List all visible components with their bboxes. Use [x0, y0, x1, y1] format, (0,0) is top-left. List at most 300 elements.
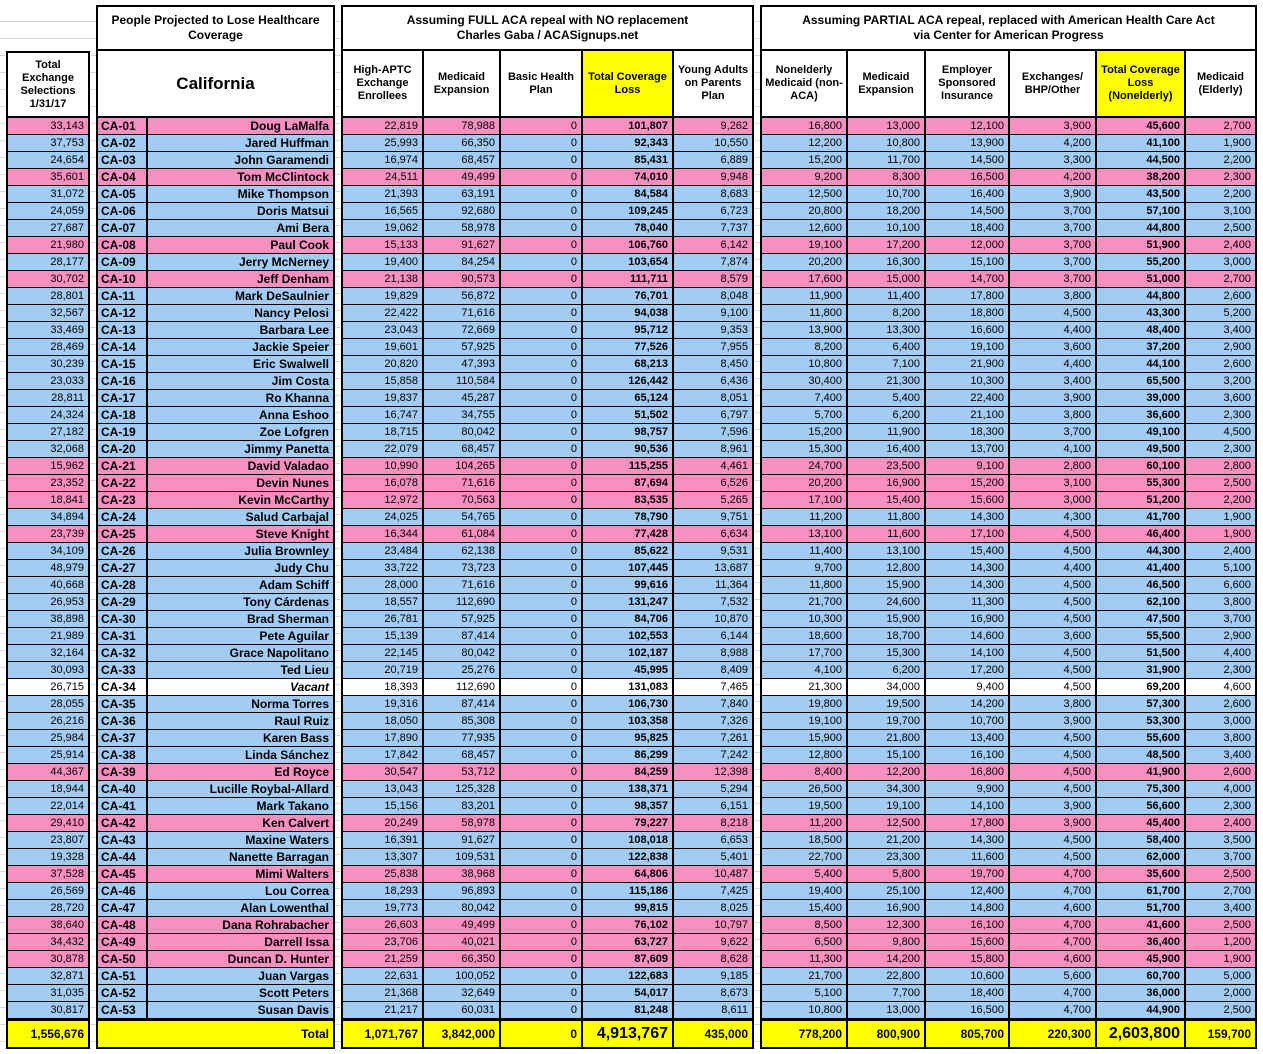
cell-partial-col3-CA-18[interactable]: 3,800: [1010, 407, 1097, 423]
cell-partial-col0-CA-39[interactable]: 8,400: [762, 764, 848, 780]
cell-partial-col0-CA-13[interactable]: 13,900: [762, 322, 848, 338]
cell-partial-col0-CA-45[interactable]: 5,400: [762, 866, 848, 882]
cell-partial-col1-CA-10[interactable]: 15,000: [848, 271, 926, 287]
cell-full-col2-CA-36[interactable]: 0: [501, 713, 583, 729]
cell-full-col0-CA-20[interactable]: 22,079: [343, 441, 424, 457]
cell-partial-col4-CA-09[interactable]: 55,200: [1097, 254, 1186, 270]
cell-full-col3-CA-11[interactable]: 76,701: [583, 288, 674, 304]
cell-partial-col2-CA-46[interactable]: 12,400: [926, 883, 1010, 899]
cell-partial-col5-CA-44[interactable]: 3,700: [1186, 849, 1255, 865]
cell-full-col0-CA-06[interactable]: 16,565: [343, 203, 424, 219]
cell-representative-CA-31[interactable]: Pete Aguilar: [148, 628, 333, 644]
cell-partial-col1-CA-17[interactable]: 5,400: [848, 390, 926, 406]
cell-full-col2-CA-18[interactable]: 0: [501, 407, 583, 423]
cell-full-col3-CA-13[interactable]: 95,712: [583, 322, 674, 338]
cell-full-col3-CA-15[interactable]: 68,213: [583, 356, 674, 372]
cell-full-col0-CA-38[interactable]: 17,842: [343, 747, 424, 763]
cell-district-CA-21[interactable]: CA-21: [98, 458, 148, 474]
cell-full-col3-CA-22[interactable]: 87,694: [583, 475, 674, 491]
cell-full-col2-CA-01[interactable]: 0: [501, 118, 583, 134]
cell-district-CA-51[interactable]: CA-51: [98, 968, 148, 984]
cell-representative-CA-46[interactable]: Lou Correa: [148, 883, 333, 899]
cell-partial-col4-CA-30[interactable]: 47,500: [1097, 611, 1186, 627]
cell-full-col0-CA-37[interactable]: 17,890: [343, 730, 424, 746]
cell-partial-col1-CA-14[interactable]: 6,400: [848, 339, 926, 355]
cell-full-col0-CA-08[interactable]: 15,133: [343, 237, 424, 253]
cell-exchange-selections-CA-50[interactable]: 30,878: [8, 951, 88, 967]
cell-partial-col0-CA-35[interactable]: 19,800: [762, 696, 848, 712]
cell-partial-col2-CA-15[interactable]: 21,900: [926, 356, 1010, 372]
cell-full-col2-CA-49[interactable]: 0: [501, 934, 583, 950]
cell-partial-col3-CA-35[interactable]: 3,800: [1010, 696, 1097, 712]
cell-district-CA-30[interactable]: CA-30: [98, 611, 148, 627]
cell-exchange-selections-CA-10[interactable]: 30,702: [8, 271, 88, 287]
cell-full-col2-CA-43[interactable]: 0: [501, 832, 583, 848]
cell-partial-col0-CA-27[interactable]: 9,700: [762, 560, 848, 576]
cell-full-col0-CA-16[interactable]: 15,858: [343, 373, 424, 389]
cell-full-col2-CA-08[interactable]: 0: [501, 237, 583, 253]
cell-district-CA-31[interactable]: CA-31: [98, 628, 148, 644]
cell-full-col1-CA-27[interactable]: 73,723: [424, 560, 501, 576]
cell-full-col1-CA-28[interactable]: 71,616: [424, 577, 501, 593]
cell-partial-col3-CA-26[interactable]: 4,500: [1010, 543, 1097, 559]
cell-full-col1-CA-46[interactable]: 96,893: [424, 883, 501, 899]
cell-full-col2-CA-02[interactable]: 0: [501, 135, 583, 151]
cell-partial-col0-CA-14[interactable]: 8,200: [762, 339, 848, 355]
cell-partial-col5-CA-14[interactable]: 2,900: [1186, 339, 1255, 355]
cell-partial-col0-CA-51[interactable]: 21,700: [762, 968, 848, 984]
cell-exchange-selections-CA-28[interactable]: 40,668: [8, 577, 88, 593]
cell-representative-CA-26[interactable]: Julia Brownley: [148, 543, 333, 559]
cell-partial-col2-CA-41[interactable]: 14,100: [926, 798, 1010, 814]
cell-partial-col1-CA-44[interactable]: 23,300: [848, 849, 926, 865]
cell-partial-col0-CA-07[interactable]: 12,600: [762, 220, 848, 236]
header-high-aptc[interactable]: High-APTC Exchange Enrollees: [343, 51, 424, 116]
cell-full-col4-CA-35[interactable]: 7,840: [674, 696, 752, 712]
cell-full-col4-CA-02[interactable]: 10,550: [674, 135, 752, 151]
cell-full-col4-CA-36[interactable]: 7,326: [674, 713, 752, 729]
cell-partial-col1-CA-37[interactable]: 21,800: [848, 730, 926, 746]
cell-partial-col4-CA-11[interactable]: 44,800: [1097, 288, 1186, 304]
cell-partial-col1-CA-08[interactable]: 17,200: [848, 237, 926, 253]
cell-partial-col4-CA-37[interactable]: 55,600: [1097, 730, 1186, 746]
cell-full-col1-CA-24[interactable]: 54,765: [424, 509, 501, 525]
cell-exchange-selections-CA-43[interactable]: 23,807: [8, 832, 88, 848]
cell-district-CA-07[interactable]: CA-07: [98, 220, 148, 236]
cell-full-col1-CA-20[interactable]: 68,457: [424, 441, 501, 457]
cell-district-CA-44[interactable]: CA-44: [98, 849, 148, 865]
cell-partial-col2-CA-05[interactable]: 16,400: [926, 186, 1010, 202]
cell-partial-col0-CA-05[interactable]: 12,500: [762, 186, 848, 202]
cell-full-col3-CA-48[interactable]: 76,102: [583, 917, 674, 933]
cell-partial-col2-CA-23[interactable]: 15,600: [926, 492, 1010, 508]
cell-partial-col5-CA-17[interactable]: 3,600: [1186, 390, 1255, 406]
cell-representative-CA-38[interactable]: Linda Sánchez: [148, 747, 333, 763]
cell-partial-col4-CA-49[interactable]: 36,400: [1097, 934, 1186, 950]
cell-representative-CA-20[interactable]: Jimmy Panetta: [148, 441, 333, 457]
cell-exchange-selections-CA-46[interactable]: 26,569: [8, 883, 88, 899]
cell-partial-col3-CA-24[interactable]: 4,300: [1010, 509, 1097, 525]
cell-partial-col3-CA-47[interactable]: 4,600: [1010, 900, 1097, 916]
cell-partial-col2-CA-45[interactable]: 19,700: [926, 866, 1010, 882]
cell-total-exchange-selections[interactable]: 1,556,676: [8, 1021, 88, 1047]
cell-partial-col5-CA-27[interactable]: 5,100: [1186, 560, 1255, 576]
cell-partial-col5-CA-53[interactable]: 2,500: [1186, 1002, 1255, 1018]
cell-partial-col2-CA-13[interactable]: 16,600: [926, 322, 1010, 338]
cell-district-CA-41[interactable]: CA-41: [98, 798, 148, 814]
cell-full-col4-CA-43[interactable]: 6,653: [674, 832, 752, 848]
cell-full-col2-CA-30[interactable]: 0: [501, 611, 583, 627]
cell-partial-col1-CA-30[interactable]: 15,900: [848, 611, 926, 627]
cell-district-CA-50[interactable]: CA-50: [98, 951, 148, 967]
cell-full-col4-CA-34[interactable]: 7,465: [674, 679, 752, 695]
cell-district-CA-38[interactable]: CA-38: [98, 747, 148, 763]
cell-partial-col1-CA-05[interactable]: 10,700: [848, 186, 926, 202]
cell-full-col4-CA-15[interactable]: 8,450: [674, 356, 752, 372]
cell-partial-col1-CA-02[interactable]: 10,800: [848, 135, 926, 151]
cell-district-CA-16[interactable]: CA-16: [98, 373, 148, 389]
cell-partial-col4-CA-53[interactable]: 44,900: [1097, 1002, 1186, 1018]
cell-representative-CA-08[interactable]: Paul Cook: [148, 237, 333, 253]
cell-partial-col3-CA-28[interactable]: 4,500: [1010, 577, 1097, 593]
cell-full-col0-CA-28[interactable]: 28,000: [343, 577, 424, 593]
cell-total-full-col3[interactable]: 4,913,767: [583, 1021, 674, 1047]
cell-partial-col2-CA-35[interactable]: 14,200: [926, 696, 1010, 712]
cell-representative-CA-25[interactable]: Steve Knight: [148, 526, 333, 542]
cell-representative-CA-53[interactable]: Susan Davis: [148, 1002, 333, 1018]
cell-district-CA-47[interactable]: CA-47: [98, 900, 148, 916]
cell-full-col4-CA-52[interactable]: 8,673: [674, 985, 752, 1001]
cell-full-col4-CA-12[interactable]: 9,100: [674, 305, 752, 321]
cell-representative-CA-50[interactable]: Duncan D. Hunter: [148, 951, 333, 967]
cell-representative-CA-01[interactable]: Doug LaMalfa: [148, 118, 333, 134]
cell-partial-col3-CA-38[interactable]: 4,500: [1010, 747, 1097, 763]
cell-full-col3-CA-01[interactable]: 101,807: [583, 118, 674, 134]
cell-partial-col1-CA-41[interactable]: 19,100: [848, 798, 926, 814]
cell-partial-col4-CA-34[interactable]: 69,200: [1097, 679, 1186, 695]
cell-partial-col1-CA-09[interactable]: 16,300: [848, 254, 926, 270]
cell-full-col3-CA-24[interactable]: 78,790: [583, 509, 674, 525]
cell-partial-col0-CA-52[interactable]: 5,100: [762, 985, 848, 1001]
header-basic-health-plan[interactable]: Basic Health Plan: [501, 51, 583, 116]
cell-full-col1-CA-47[interactable]: 80,042: [424, 900, 501, 916]
cell-exchange-selections-CA-30[interactable]: 38,898: [8, 611, 88, 627]
cell-partial-col2-CA-10[interactable]: 14,700: [926, 271, 1010, 287]
cell-partial-col2-CA-07[interactable]: 18,400: [926, 220, 1010, 236]
cell-representative-CA-13[interactable]: Barbara Lee: [148, 322, 333, 338]
cell-partial-col4-CA-47[interactable]: 51,700: [1097, 900, 1186, 916]
cell-district-CA-18[interactable]: CA-18: [98, 407, 148, 423]
cell-full-col3-CA-18[interactable]: 51,502: [583, 407, 674, 423]
cell-full-col4-CA-01[interactable]: 9,262: [674, 118, 752, 134]
cell-partial-col1-CA-42[interactable]: 12,500: [848, 815, 926, 831]
cell-full-col1-CA-40[interactable]: 125,328: [424, 781, 501, 797]
cell-partial-col1-CA-11[interactable]: 11,400: [848, 288, 926, 304]
cell-partial-col0-CA-42[interactable]: 11,200: [762, 815, 848, 831]
cell-partial-col1-CA-34[interactable]: 34,000: [848, 679, 926, 695]
cell-partial-col0-CA-19[interactable]: 15,200: [762, 424, 848, 440]
cell-full-col2-CA-40[interactable]: 0: [501, 781, 583, 797]
cell-partial-col3-CA-02[interactable]: 4,200: [1010, 135, 1097, 151]
cell-partial-col3-CA-36[interactable]: 3,900: [1010, 713, 1097, 729]
cell-district-CA-32[interactable]: CA-32: [98, 645, 148, 661]
cell-full-col4-CA-20[interactable]: 8,961: [674, 441, 752, 457]
cell-full-col2-CA-53[interactable]: 0: [501, 1002, 583, 1018]
cell-full-col0-CA-05[interactable]: 21,393: [343, 186, 424, 202]
cell-representative-CA-40[interactable]: Lucille Roybal-Allard: [148, 781, 333, 797]
cell-representative-CA-06[interactable]: Doris Matsui: [148, 203, 333, 219]
cell-partial-col2-CA-38[interactable]: 16,100: [926, 747, 1010, 763]
cell-partial-col5-CA-46[interactable]: 2,700: [1186, 883, 1255, 899]
cell-partial-col5-CA-23[interactable]: 2,200: [1186, 492, 1255, 508]
cell-partial-col4-CA-13[interactable]: 48,400: [1097, 322, 1186, 338]
cell-full-col1-CA-19[interactable]: 80,042: [424, 424, 501, 440]
cell-partial-col1-CA-52[interactable]: 7,700: [848, 985, 926, 1001]
cell-full-col1-CA-25[interactable]: 61,084: [424, 526, 501, 542]
cell-partial-col4-CA-10[interactable]: 51,000: [1097, 271, 1186, 287]
cell-district-CA-19[interactable]: CA-19: [98, 424, 148, 440]
cell-partial-col3-CA-48[interactable]: 4,700: [1010, 917, 1097, 933]
cell-full-col0-CA-53[interactable]: 21,217: [343, 1002, 424, 1018]
cell-exchange-selections-CA-31[interactable]: 21,989: [8, 628, 88, 644]
cell-full-col1-CA-43[interactable]: 91,627: [424, 832, 501, 848]
cell-full-col3-CA-45[interactable]: 64,806: [583, 866, 674, 882]
cell-district-CA-26[interactable]: CA-26: [98, 543, 148, 559]
cell-full-col3-CA-41[interactable]: 98,357: [583, 798, 674, 814]
cell-partial-col4-CA-29[interactable]: 62,100: [1097, 594, 1186, 610]
cell-full-col2-CA-12[interactable]: 0: [501, 305, 583, 321]
cell-partial-col5-CA-24[interactable]: 1,900: [1186, 509, 1255, 525]
cell-full-col2-CA-15[interactable]: 0: [501, 356, 583, 372]
cell-full-col0-CA-35[interactable]: 19,316: [343, 696, 424, 712]
cell-partial-col1-CA-38[interactable]: 15,100: [848, 747, 926, 763]
cell-full-col1-CA-45[interactable]: 38,968: [424, 866, 501, 882]
cell-partial-col0-CA-01[interactable]: 16,800: [762, 118, 848, 134]
cell-partial-col5-CA-35[interactable]: 2,600: [1186, 696, 1255, 712]
cell-full-col1-CA-18[interactable]: 34,755: [424, 407, 501, 423]
cell-full-col3-CA-08[interactable]: 106,760: [583, 237, 674, 253]
cell-full-col0-CA-46[interactable]: 18,293: [343, 883, 424, 899]
cell-full-col4-CA-44[interactable]: 5,401: [674, 849, 752, 865]
cell-partial-col2-CA-52[interactable]: 18,400: [926, 985, 1010, 1001]
cell-partial-col1-CA-28[interactable]: 15,900: [848, 577, 926, 593]
cell-partial-col1-CA-45[interactable]: 5,800: [848, 866, 926, 882]
cell-representative-CA-17[interactable]: Ro Khanna: [148, 390, 333, 406]
cell-partial-col0-CA-32[interactable]: 17,700: [762, 645, 848, 661]
cell-full-col3-CA-50[interactable]: 87,609: [583, 951, 674, 967]
cell-partial-col5-CA-45[interactable]: 2,500: [1186, 866, 1255, 882]
cell-full-col3-CA-16[interactable]: 126,442: [583, 373, 674, 389]
cell-representative-CA-24[interactable]: Salud Carbajal: [148, 509, 333, 525]
cell-representative-CA-52[interactable]: Scott Peters: [148, 985, 333, 1001]
cell-partial-col1-CA-21[interactable]: 23,500: [848, 458, 926, 474]
cell-representative-CA-33[interactable]: Ted Lieu: [148, 662, 333, 678]
cell-full-col2-CA-47[interactable]: 0: [501, 900, 583, 916]
cell-partial-col3-CA-33[interactable]: 4,500: [1010, 662, 1097, 678]
cell-full-col1-CA-39[interactable]: 53,712: [424, 764, 501, 780]
cell-partial-col5-CA-28[interactable]: 6,600: [1186, 577, 1255, 593]
cell-partial-col3-CA-23[interactable]: 3,000: [1010, 492, 1097, 508]
cell-full-col3-CA-19[interactable]: 98,757: [583, 424, 674, 440]
cell-exchange-selections-CA-12[interactable]: 32,567: [8, 305, 88, 321]
cell-full-col4-CA-25[interactable]: 6,634: [674, 526, 752, 542]
cell-partial-col3-CA-10[interactable]: 3,700: [1010, 271, 1097, 287]
cell-full-col0-CA-21[interactable]: 10,990: [343, 458, 424, 474]
cell-full-col1-CA-41[interactable]: 83,201: [424, 798, 501, 814]
cell-partial-col0-CA-37[interactable]: 15,900: [762, 730, 848, 746]
cell-partial-col4-CA-21[interactable]: 60,100: [1097, 458, 1186, 474]
cell-full-col2-CA-51[interactable]: 0: [501, 968, 583, 984]
cell-exchange-selections-CA-22[interactable]: 23,352: [8, 475, 88, 491]
cell-partial-col5-CA-05[interactable]: 2,200: [1186, 186, 1255, 202]
cell-full-col1-CA-32[interactable]: 80,042: [424, 645, 501, 661]
cell-full-col4-CA-51[interactable]: 9,185: [674, 968, 752, 984]
cell-full-col0-CA-26[interactable]: 23,484: [343, 543, 424, 559]
cell-partial-col0-CA-36[interactable]: 19,100: [762, 713, 848, 729]
cell-partial-col4-CA-45[interactable]: 35,600: [1097, 866, 1186, 882]
cell-full-col0-CA-07[interactable]: 19,062: [343, 220, 424, 236]
cell-exchange-selections-CA-38[interactable]: 25,914: [8, 747, 88, 763]
cell-partial-col2-CA-19[interactable]: 18,300: [926, 424, 1010, 440]
cell-full-col1-CA-52[interactable]: 32,649: [424, 985, 501, 1001]
cell-partial-col4-CA-36[interactable]: 53,300: [1097, 713, 1186, 729]
cell-full-col1-CA-02[interactable]: 66,350: [424, 135, 501, 151]
cell-full-col1-CA-30[interactable]: 57,925: [424, 611, 501, 627]
cell-partial-col4-CA-35[interactable]: 57,300: [1097, 696, 1186, 712]
cell-full-col0-CA-51[interactable]: 22,631: [343, 968, 424, 984]
header-medicaid-elderly[interactable]: Medicaid (Elderly): [1196, 70, 1245, 96]
cell-partial-col3-CA-44[interactable]: 4,500: [1010, 849, 1097, 865]
cell-partial-col2-CA-08[interactable]: 12,000: [926, 237, 1010, 253]
group-header-partial-repeal[interactable]: [760, 5, 1257, 51]
cell-partial-col3-CA-07[interactable]: 3,700: [1010, 220, 1097, 236]
cell-exchange-selections-CA-48[interactable]: 38,640: [8, 917, 88, 933]
cell-partial-col0-CA-30[interactable]: 10,300: [762, 611, 848, 627]
cell-partial-col1-CA-47[interactable]: 16,900: [848, 900, 926, 916]
cell-partial-col2-CA-53[interactable]: 16,500: [926, 1002, 1010, 1018]
cell-partial-col4-CA-39[interactable]: 41,900: [1097, 764, 1186, 780]
cell-partial-col2-CA-43[interactable]: 14,300: [926, 832, 1010, 848]
cell-full-col4-CA-38[interactable]: 7,242: [674, 747, 752, 763]
group-header-full-repeal[interactable]: [341, 5, 754, 51]
cell-partial-col5-CA-40[interactable]: 4,000: [1186, 781, 1255, 797]
cell-full-col4-CA-46[interactable]: 7,425: [674, 883, 752, 899]
cell-district-CA-20[interactable]: CA-20: [98, 441, 148, 457]
cell-partial-col5-CA-19[interactable]: 4,500: [1186, 424, 1255, 440]
cell-representative-CA-36[interactable]: Raul Ruiz: [148, 713, 333, 729]
cell-full-col4-CA-31[interactable]: 6,144: [674, 628, 752, 644]
cell-partial-col0-CA-49[interactable]: 6,500: [762, 934, 848, 950]
cell-full-col3-CA-26[interactable]: 85,622: [583, 543, 674, 559]
cell-partial-col4-CA-46[interactable]: 61,700: [1097, 883, 1186, 899]
cell-exchange-selections-CA-06[interactable]: 24,059: [8, 203, 88, 219]
cell-partial-col5-CA-12[interactable]: 5,200: [1186, 305, 1255, 321]
cell-partial-col3-CA-41[interactable]: 3,900: [1010, 798, 1097, 814]
cell-full-col1-CA-05[interactable]: 63,191: [424, 186, 501, 202]
cell-full-col0-CA-11[interactable]: 19,829: [343, 288, 424, 304]
cell-partial-col0-CA-34[interactable]: 21,300: [762, 679, 848, 695]
cell-exchange-selections-CA-32[interactable]: 32,164: [8, 645, 88, 661]
cell-partial-col4-CA-28[interactable]: 46,500: [1097, 577, 1186, 593]
cell-district-CA-40[interactable]: CA-40: [98, 781, 148, 797]
cell-partial-col5-CA-20[interactable]: 2,300: [1186, 441, 1255, 457]
cell-partial-col4-CA-22[interactable]: 55,300: [1097, 475, 1186, 491]
cell-full-col3-CA-23[interactable]: 83,535: [583, 492, 674, 508]
cell-full-col2-CA-19[interactable]: 0: [501, 424, 583, 440]
cell-full-col1-CA-35[interactable]: 87,414: [424, 696, 501, 712]
header-total-coverage-loss-full[interactable]: Total Coverage Loss: [583, 51, 674, 116]
cell-partial-col0-CA-08[interactable]: 19,100: [762, 237, 848, 253]
cell-full-col3-CA-43[interactable]: 108,018: [583, 832, 674, 848]
cell-district-CA-14[interactable]: CA-14: [98, 339, 148, 355]
cell-district-CA-06[interactable]: CA-06: [98, 203, 148, 219]
cell-partial-col1-CA-39[interactable]: 12,200: [848, 764, 926, 780]
cell-partial-col0-CA-04[interactable]: 9,200: [762, 169, 848, 185]
cell-partial-col0-CA-15[interactable]: 10,800: [762, 356, 848, 372]
cell-partial-col3-CA-51[interactable]: 5,600: [1010, 968, 1097, 984]
cell-exchange-selections-CA-49[interactable]: 34,432: [8, 934, 88, 950]
cell-full-col3-CA-05[interactable]: 84,584: [583, 186, 674, 202]
cell-full-col1-CA-06[interactable]: 92,680: [424, 203, 501, 219]
cell-full-col2-CA-38[interactable]: 0: [501, 747, 583, 763]
cell-full-col4-CA-04[interactable]: 9,948: [674, 169, 752, 185]
cell-representative-CA-03[interactable]: John Garamendi: [148, 152, 333, 168]
cell-district-CA-24[interactable]: CA-24: [98, 509, 148, 525]
cell-representative-CA-45[interactable]: Mimi Walters: [148, 866, 333, 882]
cell-full-col3-CA-03[interactable]: 85,431: [583, 152, 674, 168]
cell-full-col4-CA-48[interactable]: 10,797: [674, 917, 752, 933]
cell-exchange-selections-CA-05[interactable]: 31,072: [8, 186, 88, 202]
cell-full-col2-CA-09[interactable]: 0: [501, 254, 583, 270]
cell-partial-col2-CA-12[interactable]: 18,800: [926, 305, 1010, 321]
cell-partial-col2-CA-42[interactable]: 17,800: [926, 815, 1010, 831]
cell-full-col0-CA-17[interactable]: 19,837: [343, 390, 424, 406]
cell-full-col0-CA-10[interactable]: 21,138: [343, 271, 424, 287]
cell-partial-col4-CA-38[interactable]: 48,500: [1097, 747, 1186, 763]
cell-partial-col4-CA-48[interactable]: 41,600: [1097, 917, 1186, 933]
cell-exchange-selections-CA-35[interactable]: 28,055: [8, 696, 88, 712]
cell-full-col2-CA-21[interactable]: 0: [501, 458, 583, 474]
cell-exchange-selections-CA-24[interactable]: 34,894: [8, 509, 88, 525]
cell-full-col1-CA-50[interactable]: 66,350: [424, 951, 501, 967]
cell-full-col0-CA-52[interactable]: 21,368: [343, 985, 424, 1001]
cell-exchange-selections-CA-03[interactable]: 24,654: [8, 152, 88, 168]
cell-full-col4-CA-09[interactable]: 7,874: [674, 254, 752, 270]
cell-partial-col5-CA-15[interactable]: 2,600: [1186, 356, 1255, 372]
cell-partial-col4-CA-12[interactable]: 43,300: [1097, 305, 1186, 321]
cell-partial-col5-CA-29[interactable]: 3,800: [1186, 594, 1255, 610]
cell-full-col0-CA-33[interactable]: 20,719: [343, 662, 424, 678]
cell-partial-col4-CA-03[interactable]: 44,500: [1097, 152, 1186, 168]
cell-partial-col4-CA-20[interactable]: 49,500: [1097, 441, 1186, 457]
cell-full-col4-CA-13[interactable]: 9,353: [674, 322, 752, 338]
cell-partial-col5-CA-32[interactable]: 4,400: [1186, 645, 1255, 661]
cell-exchange-selections-CA-20[interactable]: 32,068: [8, 441, 88, 457]
cell-full-col2-CA-52[interactable]: 0: [501, 985, 583, 1001]
cell-full-col2-CA-39[interactable]: 0: [501, 764, 583, 780]
cell-partial-col3-CA-03[interactable]: 3,300: [1010, 152, 1097, 168]
cell-partial-col2-CA-24[interactable]: 14,300: [926, 509, 1010, 525]
cell-partial-col3-CA-08[interactable]: 3,700: [1010, 237, 1097, 253]
cell-full-col1-CA-44[interactable]: 109,531: [424, 849, 501, 865]
cell-partial-col5-CA-47[interactable]: 3,400: [1186, 900, 1255, 916]
cell-total-partial-col4[interactable]: 2,603,800: [1097, 1021, 1186, 1047]
cell-total-full-col4[interactable]: 435,000: [674, 1021, 752, 1047]
cell-partial-col2-CA-16[interactable]: 10,300: [926, 373, 1010, 389]
header-young-adults[interactable]: Young Adults on Parents Plan: [677, 64, 749, 102]
cell-partial-col5-CA-48[interactable]: 2,500: [1186, 917, 1255, 933]
cell-partial-col2-CA-27[interactable]: 14,300: [926, 560, 1010, 576]
